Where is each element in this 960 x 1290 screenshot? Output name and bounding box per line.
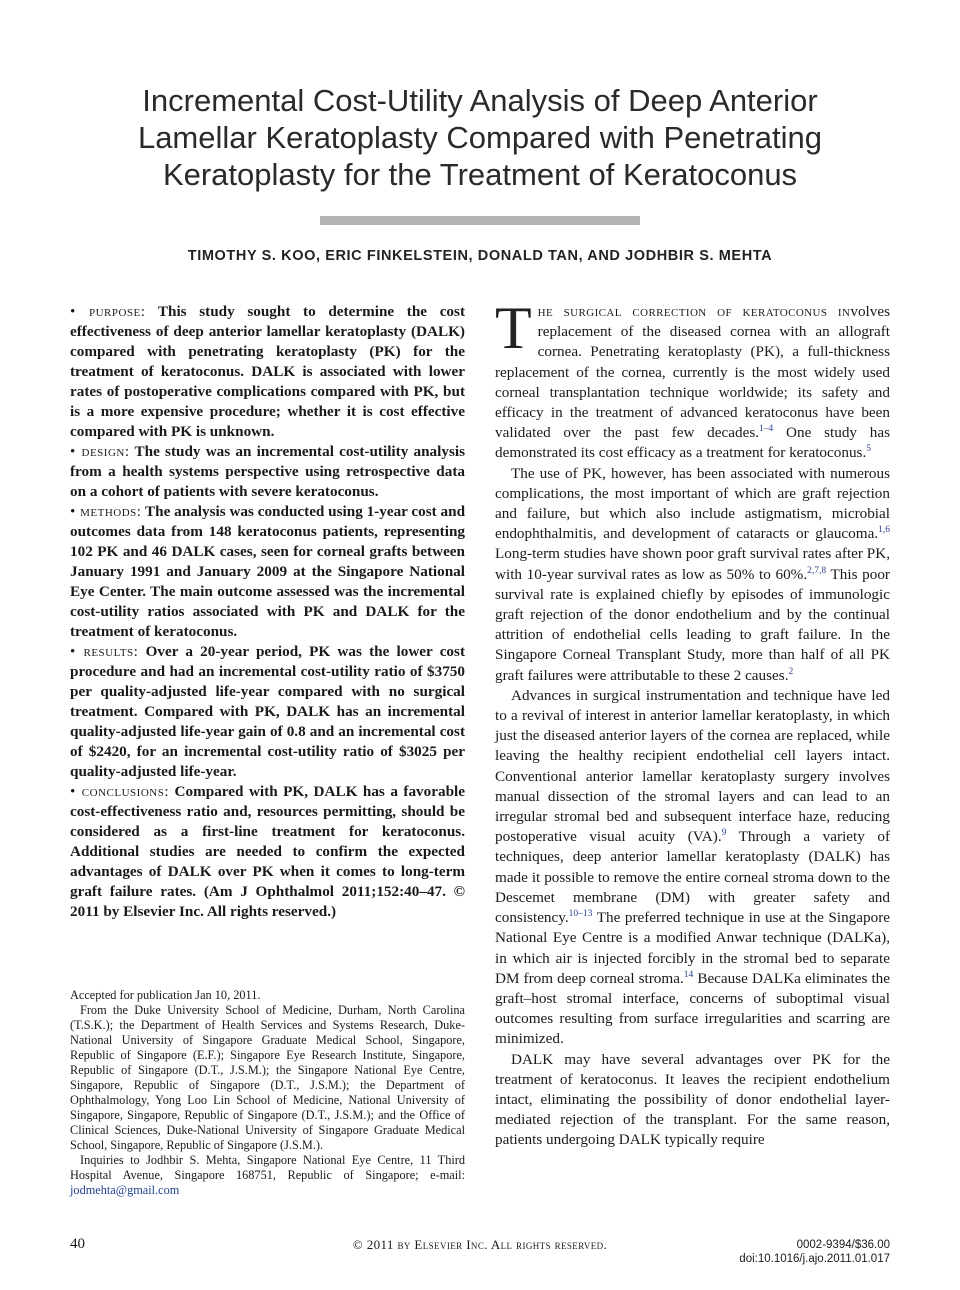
page-number: 40 (70, 1236, 85, 1252)
body-paragraph (495, 295, 890, 464)
purpose-label: • purpose: (70, 303, 146, 320)
correspondence (70, 1153, 465, 1198)
body-text-run: This poor survival rate is explained chiefly by episodes of immunologic graft rejection of the donor endothelium and by the continual attrition of endothelial cells leading to graft failure. In the Singapore Corneal Transplant Study, more than half of all PK graft failures were attributable to these 2 causes. (495, 565, 890, 684)
body-paragraph (495, 686, 890, 1050)
author-affiliations: From the Duke University School of Medicine, Durham, North Carolina (T.S.K.); the Department of Health Services and Systems Research, Duke-National University of Singapore Graduate Medical School, Singapore, Republic of Singapore (E.F.); Singapore Eye Research Institute, Singapore, Republic of Singapore (D.T., J.S.M.); the Singapore National Eye Centre, Singapore, Republic of Singapore (D.T., J.S.M.); the Department of Ophthalmology, Yong Loo Lin School of Medicine, National University of Singapore, Singapore, Republic of Singapore (D.T., J.S.M.); and the Office of Clinical Sciences, Duke-National University of Singapore Graduate Medical School, Singapore, Republic of Singapore (J.S.M.). (70, 1003, 465, 1152)
reference-link[interactable]: 9 (721, 828, 727, 839)
lead-in: he surgical correction of keratoconus in (537, 303, 851, 320)
abstract-design (70, 442, 465, 502)
doi[interactable]: doi:10.1016/j.ajo.2011.01.017 (739, 1253, 890, 1265)
abstract-methods (70, 502, 465, 642)
title-line-1: Incremental Cost-Utility Analysis of Deep Anterior (142, 83, 818, 118)
conclusions-label: • conclusions: (70, 783, 170, 800)
email-link[interactable]: jodmehta@gmail.com (70, 1183, 180, 1197)
abstract-results (70, 642, 465, 782)
body-paragraph (495, 464, 890, 686)
article-identifiers (739, 1238, 890, 1266)
results-text: Over a 20-year period, PK was the lower cost procedure and had an incremental cost-utility ratio of $3750 per quality-adjusted life-year compared with no surgical treatment. Compared with PK, DALK has an incremental quality-adjusted life-year gain of 0.8 and an incremental cost of $2420, for an incremental cost-utility ratio of $3025 per quality-adjusted life-year. (70, 643, 465, 780)
purpose-text: This study sought to determine the cost effectiveness of deep anterior lamellar keratoplasty (DALK) compared with penetrating keratoplasty (PK) for the treatment of keratoconus. DALK is associated with lower rates of postoperative complications compared with PK, but is a more expensive procedure; whether it is cost effective compared with PK is unknown. (70, 303, 465, 440)
body-paragraph (495, 1050, 890, 1151)
journal-citation: (Am J Ophthalmol 2011;152:40–47. © 2011 by Elsevier Inc. All rights reserved.) (70, 883, 465, 920)
design-label: • design: (70, 443, 130, 460)
title-divider (320, 216, 640, 225)
copyright-line: © 2011 by Elsevier Inc. All rights reserved. (352, 1237, 608, 1252)
results-label: • results: (70, 643, 139, 660)
body-text-run: Advances in surgical instrumentation and technique have led to a revival of interest in anterior lamellar keratoplasty, in which just the diseased anterior layers of the cornea are replaced, while leaving the healthy recipient endothelial cell layers intact. Conventional anterior lamellar keratoplasty surgery involves manual dissection of the stromal layers and can lead to an irregular stromal bed and subsequent interface haze, reducing postoperative visual acuity (VA). (495, 686, 890, 846)
body-text-run: DALK may have several advantages over PK for the treatment of keratoconus. It leaves the recipient endothelium intact, eliminating the possibility of donor endothelial layer-mediated rejection of the transplant. For the same reason, patients undergoing DALK typically require (495, 1050, 890, 1149)
reference-link[interactable]: 14 (683, 969, 694, 980)
article-title (90, 82, 870, 193)
methods-label: • methods: (70, 503, 142, 520)
body-text (495, 295, 891, 1151)
body-text-run: Through a variety of techniques, deep anterior lamellar keratoplasty (DALK) has made it possible to remove the entire corneal stroma down to the Descemet membrane (DM) with greater safety and consistency. (495, 828, 890, 927)
abstract-purpose (70, 302, 465, 442)
reference-link[interactable]: 2 (788, 666, 794, 677)
reference-link[interactable]: 1–4 (759, 424, 774, 435)
reference-link[interactable]: 10–13 (568, 909, 593, 920)
reference-link[interactable]: 2,7,8 (807, 565, 827, 576)
abstract-conclusions (70, 782, 465, 922)
author-list: TIMOTHY S. KOO, ERIC FINKELSTEIN, DONALD TAN, AND JODHBIR S. MEHTA (187, 248, 773, 264)
title-line-2: Lamellar Keratoplasty Compared with Penetrating (137, 120, 823, 155)
reference-link[interactable]: 1,6 (878, 525, 890, 536)
drop-cap: T (495, 295, 532, 361)
article-notes (70, 988, 465, 1198)
body-text-run: The preferred technique in use at the Singapore National Eye Centre is a modified Anwar technique (DALKa), in which air is injected forcibly in the stromal bed to separate DM from deep corneal stroma. (495, 909, 890, 987)
body-text-run: One study has demonstrated its cost efficacy as a treatment for keratoconus. (495, 424, 890, 462)
issn-price: 0002-9394/$36.00 (796, 1239, 890, 1251)
body-text-run: The use of PK, however, has been associated with numerous complications, the most important of which are graft rejection and failure, but which also include astigmatism, microbial endophthalmitis, and development of cataracts or glaucoma. (495, 464, 890, 543)
body-text-run: Long-term studies have shown poor graft survival rates after PK, with 10-year survival rates as low as 50% to 60%. (495, 545, 890, 583)
conclusions-text: Compared with PK, DALK has a favorable cost-effectiveness ratio and, resources permitting, should be considered as a first-line treatment for keratoconus. Additional studies are needed to confirm the expected advantages of DALK over PK when it comes to long-term graft failure rates. (70, 783, 465, 900)
inquiries-text: Inquiries to Jodhbir S. Mehta, Singapore National Eye Centre, 11 Third Hospital Avenue, Singapore 168751, Republic of Singapore; e-mail: (70, 1153, 465, 1182)
body-text-run: Because DALKa eliminates the graft–host stromal interface, concerns of suboptimal visual outcomes resulting from surface irregularities and scarring are minimized. (495, 969, 891, 1048)
title-line-3: Keratoplasty for the Treatment of Keratoconus (162, 157, 798, 192)
reference-link[interactable]: 5 (866, 444, 871, 455)
design-text: The study was an incremental cost-utility analysis from a health systems perspective using retrospective data on a cohort of patients with severe keratoconus. (70, 443, 465, 500)
abstract (70, 302, 465, 922)
body-text-run: volves replacement of the diseased cornea with an allograft cornea. Penetrating keratoplasty (PK), a full-thickness replacement of the cornea, currently is the most widely used corneal transplantation technique worldwide; its safety and efficacy in the treatment of advanced keratoconus have been validated over the past few decades. (495, 303, 890, 442)
accepted-date: Accepted for publication Jan 10, 2011. (70, 988, 261, 1002)
methods-text: The analysis was conducted using 1-year cost and outcomes data from 148 keratoconus patients, representing 102 PK and 46 DALK cases, seen for corneal grafts between January 1991 and January 2009 at the Singapore National Eye Center. The main outcome assessed was the incremental cost-utility ratios associated with PK and DALK for the treatment of keratoconus. (70, 503, 466, 640)
